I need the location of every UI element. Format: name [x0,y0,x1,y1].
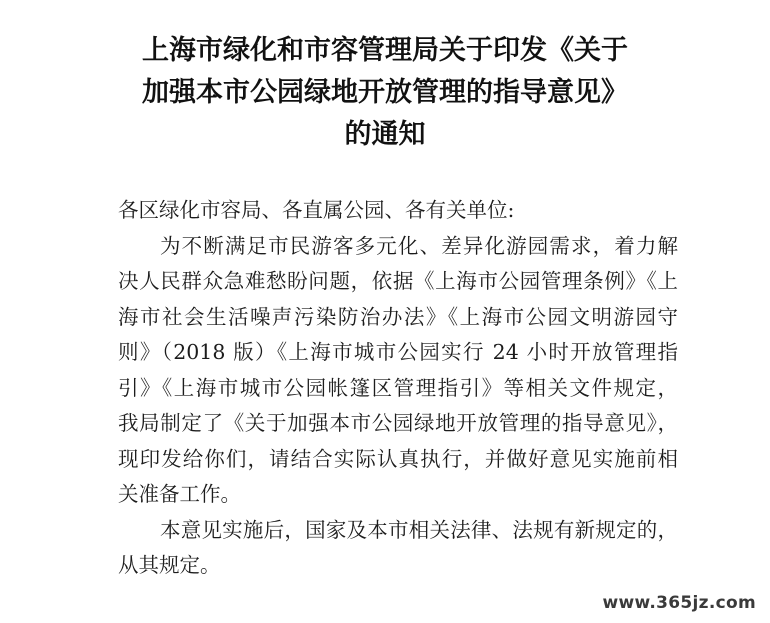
paragraph-1-line: 为不断满足市民游客多元化、差异化游园需求，着力解 [160,233,678,258]
document-title [60,30,710,156]
site-watermark: www.365jz.com [594,591,758,615]
salutation: 各区绿化市容局、各直属公园、各有关单位: [118,198,515,222]
document-body [118,193,678,584]
paragraph-1-line: 关准备工作。 [118,482,241,506]
title-line-2: 加强本市公园绿地开放管理的指导意见》 [142,77,628,108]
paragraph-2-line: 从其规定。 [118,553,221,577]
paragraph-1-line: 引》《上海市城市公园帐篷区管理指引》等相关文件规定， [118,375,678,400]
paragraph-1-line: 海市社会生活噪声污染防治办法》《上海市公园文明游园守 [118,304,678,329]
title-line-1: 上海市绿化和市容管理局关于印发《关于 [142,35,628,66]
paragraph-2-line: 本意见实施后，国家及本市相关法律、法规有新规定的， [160,517,678,542]
paragraph-1-line: 则》（2018 版）《上海市城市公园实行 24 小时开放管理指 [118,340,678,364]
paragraph-1-line: 我局制定了《关于加强本市公园绿地开放管理的指导意见》， [118,411,678,435]
title-line-3: 的通知 [344,119,426,150]
paragraph-1-line: 现印发给你们，请结合实际认真执行，并做好意见实施前相 [118,446,678,471]
paragraph-1-line: 决人民群众急难愁盼问题，依据《上海市公园管理条例》《上 [118,269,678,293]
